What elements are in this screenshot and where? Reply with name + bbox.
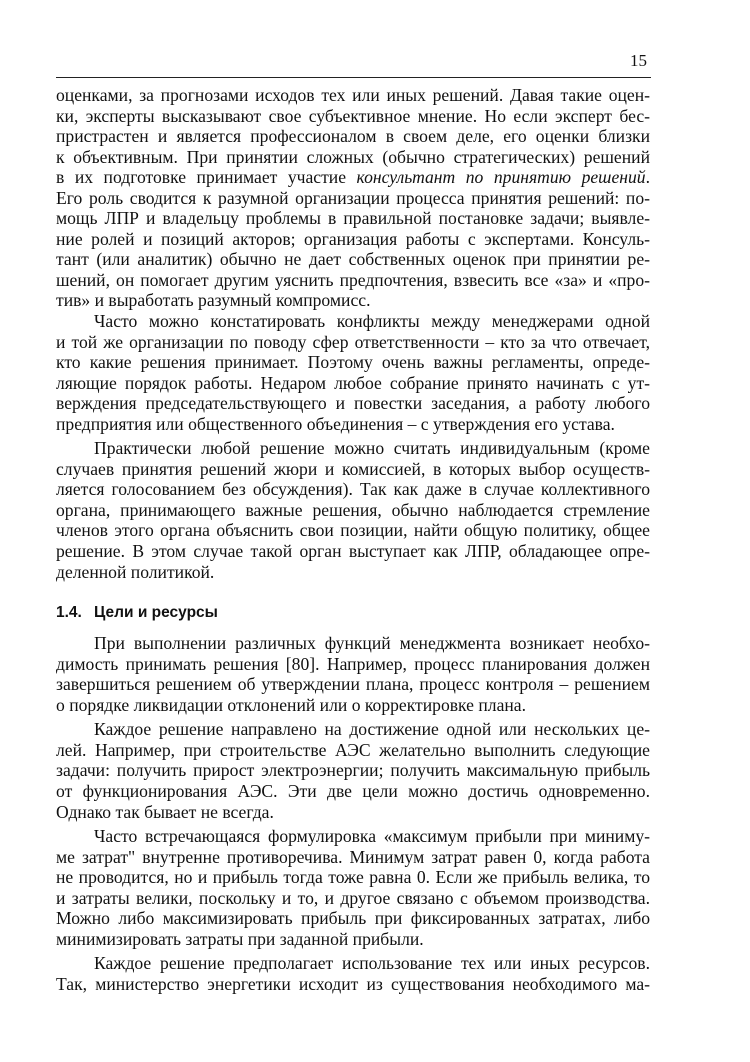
text-line: Можно либо максимизировать прибыль при фиксированных затратах, либо (56, 908, 650, 929)
text-line: ки, эксперты высказывают свое субъективное мнение. Но если эксперт бес- (56, 105, 650, 126)
text-line: Каждое решение предполагает использование тех или иных ресурсов. (94, 953, 650, 974)
text-line: минимизировать затраты при заданной прибыли. (56, 928, 424, 949)
paragraph-1 (56, 85, 650, 311)
section-number: 1.4. (56, 604, 82, 622)
text-line: членов этого органа объяснить свои позиции, найти общую политику, общее (56, 520, 650, 541)
text-line: Часто можно констатировать конфликты между менеджерами одной (94, 311, 650, 332)
text-line: Часто встречающаяся формулировка «максимум прибыли при миниму- (94, 826, 650, 847)
page-number: 15 (630, 51, 647, 70)
page-body (56, 85, 650, 994)
text-line: Однако так бывает не всегда. (56, 801, 274, 822)
text-line: лей. Например, при строительстве АЭС желательно выполнить следующие (56, 739, 650, 760)
text-line: не проводится, но и прибыль тогда тоже равна 0. Если же прибыль велика, то (56, 867, 650, 888)
text-line: деленной политикой. (56, 561, 215, 582)
text-line: оценками, за прогнозами исходов тех или иных решений. Давая такие оцен- (56, 85, 650, 105)
text-line: предприятия или общественного объединения – с утверждения его устава. (56, 413, 615, 434)
italic-term: консультант по принятию решений (356, 167, 646, 188)
paragraph-3 (56, 438, 650, 582)
paragraph-2 (56, 311, 650, 434)
text-run: в их подготовке принимает участие (56, 167, 357, 188)
text-line: случаев принятия решений жюри и комиссией, в которых выбор осуществ- (56, 458, 650, 479)
text-line: ме затрат" внутренне противоречива. Минимум затрат равен 0, когда работа (56, 846, 650, 867)
text-line: тант (или аналитик) обычно не дает собственных оценок при принятии ре- (56, 249, 650, 270)
text-run: . (645, 167, 651, 188)
text-line: органа, принимающего важные решения, обычно наблюдается стремление (56, 499, 650, 520)
text-line: пристрастен и является профессионалом в своем деле, его оценки близки (56, 126, 650, 147)
text-line: димость принимать решения [80]. Например, процесс планирования должен (56, 653, 650, 674)
text-line: мощь ЛПР и владельцу проблемы в правильной постановке задачи; выявле- (56, 208, 650, 229)
text-line: шений, он помогает другим уяснить предпочтения, взвесить все «за» и «про- (56, 269, 650, 290)
text-line: Каждое решение направлено на достижение одной или нескольких це- (94, 719, 650, 740)
paragraph-7 (56, 953, 650, 994)
text-line: Так, министерство энергетики исходит из существования необходимого ма- (56, 973, 650, 994)
text-line: задачи: получить прирост электроэнергии; получить максимальную прибыль (56, 760, 650, 781)
text-line: Его роль сводится к разумной организации процесса принятия решений: по- (56, 187, 650, 208)
text-line: завершиться решением об утверждении плана, процесс контроля – решением (56, 674, 650, 695)
text-line: Практически любой решение можно считать индивидуальным (кроме (94, 438, 650, 459)
text-line: от функционирования АЭС. Эти две цели можно достичь одновременно. (56, 780, 650, 801)
text-line: ляется голосованием без обсуждения). Так как даже в случае коллективного (56, 479, 650, 500)
paragraph-6 (56, 826, 650, 949)
text-line: и затраты велики, поскольку и то, и другое связано с объемом производства. (56, 887, 650, 908)
text-line: тив» и выработать разумный компромисс. (56, 290, 371, 311)
text-line: и той же организации по поводу сфер ответственности – кто за что отвечает, (56, 331, 650, 352)
text-line: ляющие порядок работы. Недаром любое собрание принято начинать с ут- (56, 372, 650, 393)
text-line: кто какие решения принимает. Поэтому очень важны регламенты, опреде- (56, 352, 650, 373)
paragraph-4 (56, 633, 650, 715)
text-line: о порядке ликвидации отклонений или о корректировке плана. (56, 694, 527, 715)
text-line: При выполнении различных функций менеджмента возникает необхо- (94, 633, 650, 654)
section-title: Цели и ресурсы (94, 604, 218, 622)
text-line: к объективным. При принятии сложных (обычно стратегических) решений (56, 146, 650, 167)
text-line: верждения председательствующего и повестки заседания, а работу любого (56, 393, 650, 414)
text-line (56, 167, 650, 188)
header-rule (56, 77, 651, 78)
text-line: ние ролей и позиций акторов; организация работы с экспертами. Консуль- (56, 228, 650, 249)
text-line: решение. В этом случае такой орган выступает как ЛПР, обладающее опре- (56, 541, 650, 562)
paragraph-5 (56, 719, 650, 822)
section-heading (56, 603, 650, 623)
